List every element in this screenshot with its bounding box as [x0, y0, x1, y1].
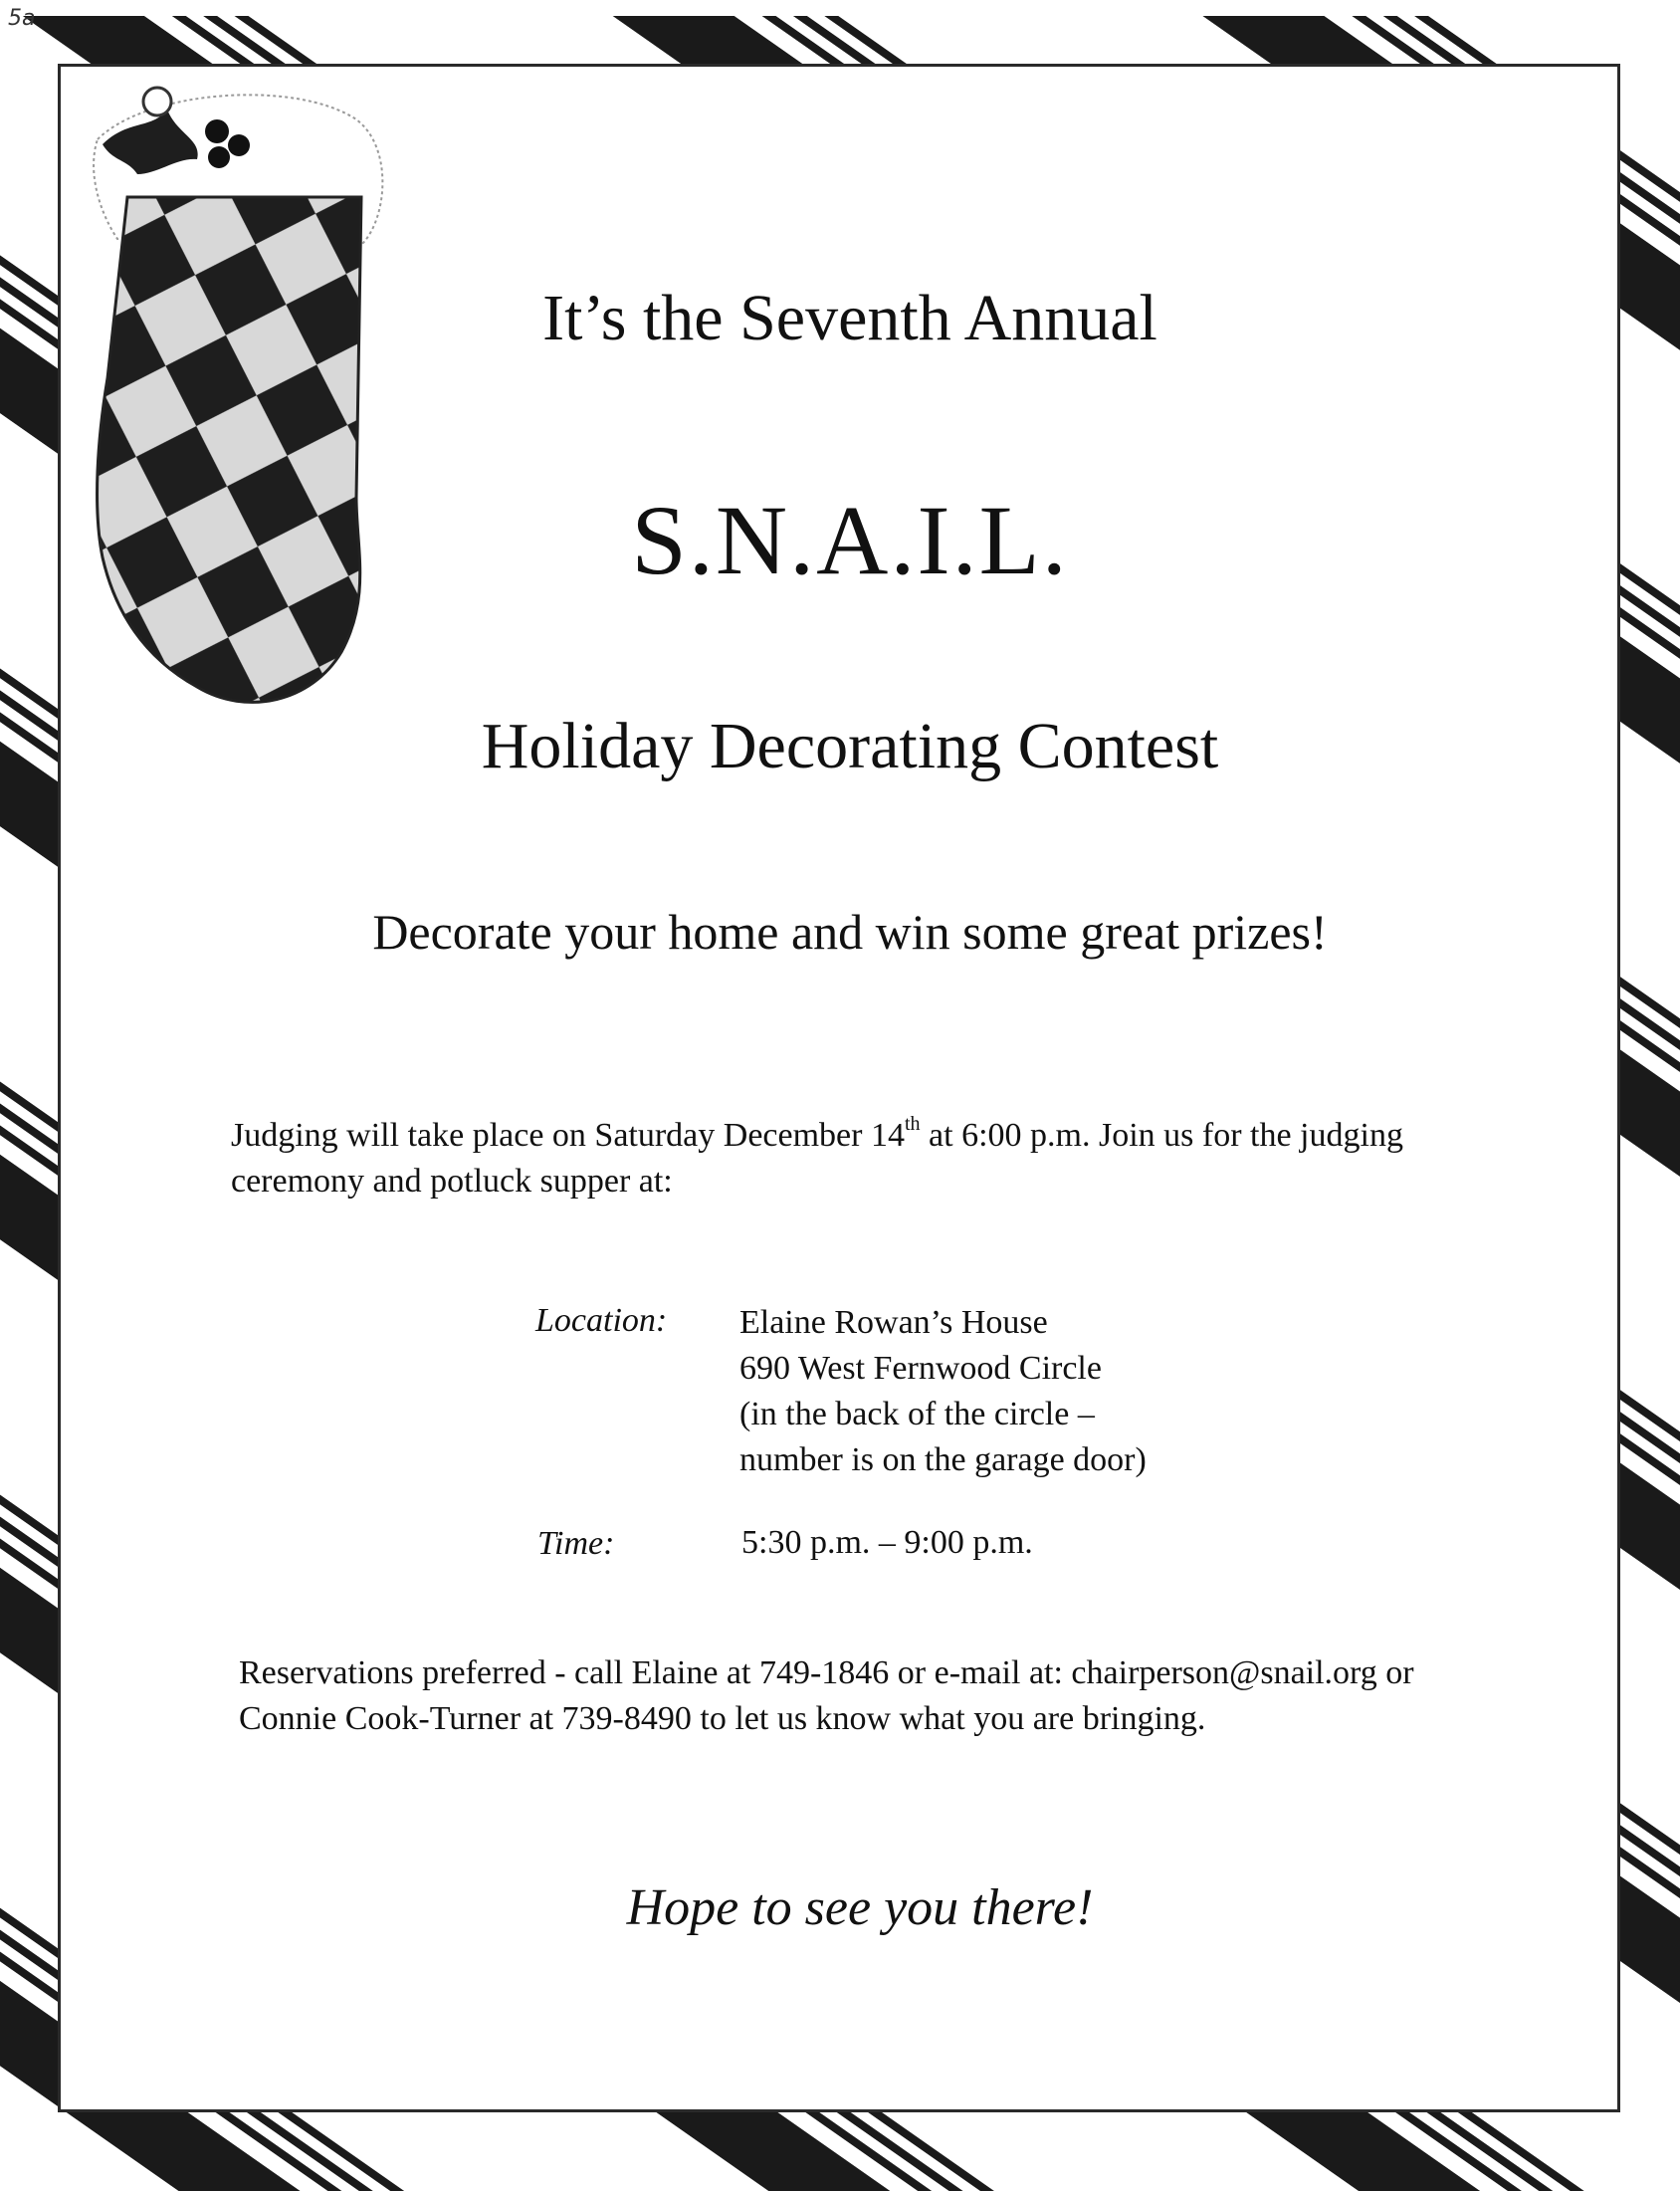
judging-date-suffix: th [904, 1112, 921, 1135]
judging-paragraph [231, 1113, 1425, 1205]
time-value: 5:30 p.m. – 9:00 p.m. [741, 1524, 1033, 1561]
stocking-illustration [58, 80, 396, 727]
judging-text-start: Judging will take place on Saturday December 14 [231, 1117, 905, 1154]
location-line: (in the back of the circle – [739, 1396, 1095, 1432]
heading-contest: Holiday Decorating Contest [481, 710, 1219, 782]
judging-text-end: at 6:00 p.m. Join us for the judging ceremony and potluck supper at: [231, 1117, 1403, 1200]
time-label: Time: [537, 1525, 615, 1562]
heading-annual: It’s the Seventh Annual [542, 282, 1157, 354]
tagline: Decorate your home and win some great prizes! [372, 904, 1328, 960]
location-label: Location: [535, 1302, 668, 1339]
location-address [739, 1300, 1147, 1483]
heading-snail: S.N.A.I.L. [631, 485, 1069, 595]
location-line: number is on the garage door) [739, 1441, 1147, 1478]
handwritten-page-mark: 5a [8, 6, 36, 31]
closing-line: Hope to see you there! [626, 1879, 1094, 1936]
reservations-paragraph: Reservations preferred - call Elaine at 749-1846 or e-mail at: chairperson@snail.org or Connie Cook-Turner at 739-8490 to let us know what you are bringing. [239, 1654, 1414, 1737]
location-line: Elaine Rowan’s House [739, 1304, 1048, 1341]
location-line: 690 West Fernwood Circle [739, 1350, 1102, 1387]
